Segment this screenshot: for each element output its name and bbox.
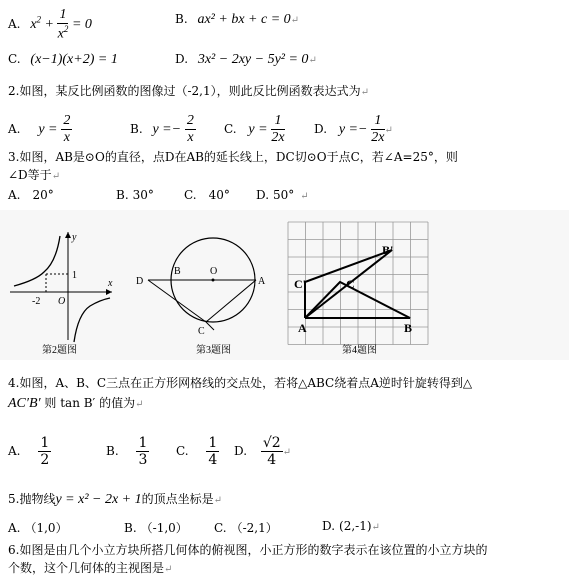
option-value: （1,0） <box>24 521 68 535</box>
return-mark: ↵ <box>290 15 300 26</box>
q1-option-b <box>175 12 299 28</box>
option-label: B. <box>175 12 188 26</box>
figure-caption: 第2题图 <box>42 345 77 356</box>
equals-zero: = 0 <box>68 17 92 33</box>
denominator: x <box>57 26 64 42</box>
denominator: 2x <box>371 130 385 145</box>
return-mark: ↵ <box>135 399 144 410</box>
point-b-label: B <box>404 321 413 335</box>
option-label: B. <box>106 444 119 458</box>
question-text: ∠D等于 <box>8 168 52 182</box>
q5-option-d <box>322 519 380 533</box>
q5-stem <box>8 490 222 508</box>
denominator: 4 <box>267 452 277 468</box>
option-label: A. <box>8 17 21 32</box>
q6-stem-line2 <box>8 559 172 576</box>
option-label: C. <box>176 444 189 458</box>
denominator: 4 <box>208 452 218 468</box>
q1-option-a <box>8 8 92 42</box>
option-value: 50° <box>273 188 295 202</box>
option-label: D. <box>256 188 270 202</box>
q4-option-c <box>176 436 219 467</box>
return-mark: ↵ <box>384 125 393 136</box>
numerator: 1 <box>371 114 384 130</box>
return-mark: ↵ <box>360 87 369 98</box>
q1-option-c <box>8 52 118 68</box>
plus: + <box>41 17 58 33</box>
return-mark: ↵ <box>213 495 223 506</box>
numerator: √2 <box>262 435 281 451</box>
option-label: B. <box>124 521 137 535</box>
option-label: D. <box>314 122 328 136</box>
q1-option-d <box>175 52 317 68</box>
option-label: D. <box>322 519 336 533</box>
numerator: 1 <box>59 7 67 22</box>
q4-options <box>8 424 408 468</box>
denominator: 2 <box>40 452 50 468</box>
q5-options <box>8 519 408 535</box>
option-math: ax² + bx + c = 0 <box>197 12 291 27</box>
denominator: 3 <box>138 452 148 468</box>
question-text: 4.如图，A、B、C三点在正方形网格线的交点处，若将△ABC绕着点A逆时针旋转得到△ <box>8 376 473 390</box>
question-math: AC′B′ <box>8 396 41 411</box>
option-math: 3x² − 2xy − 5y² = 0 <box>197 52 309 67</box>
option-sign: − <box>171 122 182 137</box>
option-lhs: y = <box>38 122 58 137</box>
option-label: C. <box>8 52 21 66</box>
figure-caption: 第3题图 <box>196 345 231 356</box>
q3-option-b <box>116 188 154 202</box>
numerator: 1 <box>271 114 284 130</box>
option-value: 30° <box>132 188 154 202</box>
tick-label-x: -2 <box>32 296 41 307</box>
question-text: 3.如图，AB是⊙O的直径，点D在AB的延长线上，DC切⊙O于点C，若∠A=25°，则 <box>8 150 458 164</box>
question-text: 则 tan B′ 的值为 <box>44 396 136 410</box>
q6-stem-line1 <box>8 541 487 558</box>
numerator: 1 <box>40 435 50 451</box>
q3-option-a <box>8 188 54 202</box>
numerator: 1 <box>208 435 218 451</box>
return-mark: ↵ <box>371 522 380 533</box>
point-b-label: B <box>174 266 181 277</box>
q3-option-d <box>256 188 309 202</box>
question-text: 6.如图是由几个小立方块所搭几何体的俯视图，小正方形的数字表示在该位置的小立方块的 <box>8 543 488 557</box>
fraction <box>136 436 149 467</box>
math-x: x <box>30 17 37 33</box>
option-value: （-1,0） <box>140 521 188 535</box>
q3-option-c <box>184 188 230 202</box>
option-label: C. <box>214 521 227 535</box>
q4-stem-line2 <box>8 394 144 412</box>
x-label: x <box>108 278 113 289</box>
fraction <box>206 436 219 467</box>
q5-option-a <box>8 519 68 536</box>
figure-caption: 第4题图 <box>342 345 377 356</box>
option-lhs: y = <box>152 122 172 137</box>
denominator: 2x <box>271 130 285 145</box>
fraction <box>185 114 196 145</box>
q4-stem-line1 <box>8 374 472 391</box>
question-math: y = x² − 2x + 1 <box>55 492 142 507</box>
numerator: 1 <box>138 435 148 451</box>
option-lhs: y = <box>248 122 268 137</box>
point-b-prime-label: B' <box>382 243 394 257</box>
option-sign: − <box>358 122 368 137</box>
fraction <box>261 436 283 467</box>
point-a-label: A <box>258 276 266 287</box>
numerator: 2 <box>63 113 71 128</box>
return-mark: ↵ <box>164 564 173 575</box>
point-c-label: C <box>346 277 355 291</box>
exponent: 2 <box>36 14 42 25</box>
fraction <box>371 114 384 145</box>
return-mark: ↵ <box>282 447 292 458</box>
point-a-label: A <box>298 321 307 335</box>
option-value: 20° <box>32 188 54 202</box>
return-mark: ↵ <box>308 55 317 66</box>
point-c-prime-label: C' <box>294 277 306 291</box>
q5-option-c <box>214 519 278 536</box>
origin-label: O <box>58 296 66 307</box>
q2-options <box>8 104 458 145</box>
option-label: B. <box>116 188 129 202</box>
denominator: x <box>187 130 194 145</box>
q3-options <box>8 188 408 204</box>
option-lhs: y = <box>338 122 359 137</box>
option-math: (x−1)(x+2) = 1 <box>30 52 118 67</box>
q4-option-a <box>8 436 51 467</box>
option-label: C. <box>184 188 197 202</box>
option-label: D. <box>234 444 248 458</box>
point-o-label: O <box>210 266 218 277</box>
q2-option-b <box>130 114 196 145</box>
question-text: 2.如图，某反比例函数的图像过（-2,1），则此反比例函数表达式为 <box>8 84 361 98</box>
option-label: C. <box>224 122 237 136</box>
q5-option-b <box>124 519 188 536</box>
fraction <box>38 436 51 467</box>
q2-stem <box>8 82 369 99</box>
option-value: (2,-1) <box>339 519 372 533</box>
point-c-label: C <box>198 326 205 337</box>
q3-stem-line2 <box>8 166 60 183</box>
option-label: D. <box>175 52 189 66</box>
q3-stem-line1 <box>8 148 458 165</box>
q4-option-b <box>106 436 149 467</box>
figures-background <box>0 210 569 360</box>
q4-option-d <box>234 436 291 467</box>
option-value: （-2,1） <box>230 521 278 535</box>
denominator: x <box>63 130 70 145</box>
return-mark: ↵ <box>51 171 61 182</box>
fraction <box>61 114 72 145</box>
option-label: B. <box>130 122 143 136</box>
question-text: 5.抛物线 <box>8 492 56 506</box>
return-mark: ↵ <box>300 191 309 202</box>
option-label: A. <box>8 521 21 535</box>
figures-strip <box>0 210 569 360</box>
option-value: 40° <box>208 188 230 202</box>
fraction <box>57 8 68 42</box>
q2-option-a <box>8 114 72 145</box>
question-text: 个数，这个几何体的主视图是 <box>8 561 165 575</box>
option-label: A. <box>8 188 21 202</box>
q2-option-c <box>224 114 285 145</box>
option-label: A. <box>8 444 21 458</box>
point-d-label: D <box>136 276 144 287</box>
y-label: y <box>72 232 77 243</box>
option-label: A. <box>8 122 21 136</box>
question-text: 的顶点坐标是 <box>141 492 214 506</box>
tick-label-y: 1 <box>72 270 77 281</box>
center-point <box>212 279 215 282</box>
q2-option-d <box>314 114 393 145</box>
fraction <box>271 114 284 145</box>
numerator: 2 <box>186 113 194 128</box>
exponent: 2 <box>63 24 69 34</box>
